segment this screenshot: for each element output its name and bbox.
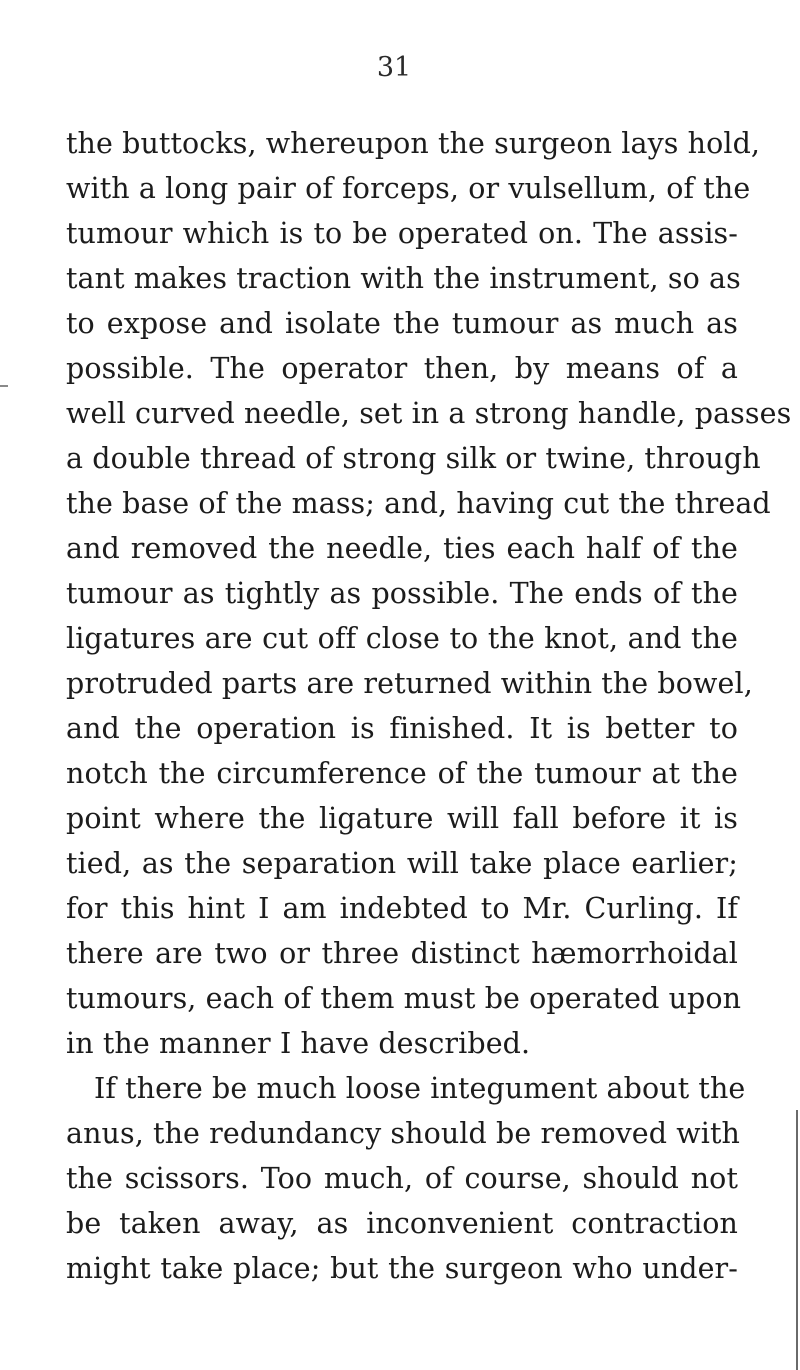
text-line: tumour as tightly as possible. The ends of the <box>66 577 738 610</box>
text-line: ligatures are cut off close to the knot, and the <box>66 622 738 655</box>
page-number: 31 <box>376 52 412 83</box>
text-line: there are two or three distinct hæmorrhoidal <box>66 937 738 970</box>
text-line: the base of the mass; and, having cut the thread <box>66 487 771 520</box>
body-text <box>66 121 792 1291</box>
text-line: with a long pair of forceps, or vulsellum, of the <box>66 172 751 205</box>
text-line: a double thread of strong silk or twine, through <box>66 442 761 475</box>
text-line: to expose and isolate the tumour as much as <box>66 307 738 340</box>
paragraph-1 <box>66 121 792 1066</box>
paragraph-2 <box>66 1066 746 1291</box>
text-line: might take place; but the surgeon who under- <box>66 1252 738 1285</box>
text-line: possible. The operator then, by means of a <box>66 352 738 385</box>
text-line: notch the circumference of the tumour at the <box>66 757 738 790</box>
text-line: and removed the needle, ties each half of the <box>66 532 738 565</box>
text-line: for this hint I am indebted to Mr. Curling. If <box>66 892 738 925</box>
text-line: tumour which is to be operated on. The assis- <box>66 217 738 250</box>
text-line: anus, the redundancy should be removed with <box>66 1117 740 1150</box>
text-line: tant makes traction with the instrument, so as <box>66 262 741 295</box>
text-line: well curved needle, set in a strong handle, passes <box>66 397 792 430</box>
text-line: tumours, each of them must be operated upon <box>66 982 742 1015</box>
text-line: be taken away, as inconvenient contraction <box>66 1207 738 1240</box>
page-edge-shadow <box>796 1110 798 1370</box>
text-line: point where the ligature will fall before it is <box>66 802 738 835</box>
text-line: the buttocks, whereupon the surgeon lays hold, <box>66 127 761 160</box>
text-line: tied, as the separation will take place earlier; <box>66 847 738 880</box>
text-line: protruded parts are returned within the bowel, <box>66 667 753 700</box>
text-line: If there be much loose integument about the <box>94 1072 746 1105</box>
margin-tick <box>0 385 8 387</box>
text-line: and the operation is finished. It is better to <box>66 712 738 745</box>
text-line: the scissors. Too much, of course, should not <box>66 1162 738 1195</box>
text-line: in the manner I have described. <box>66 1027 531 1060</box>
